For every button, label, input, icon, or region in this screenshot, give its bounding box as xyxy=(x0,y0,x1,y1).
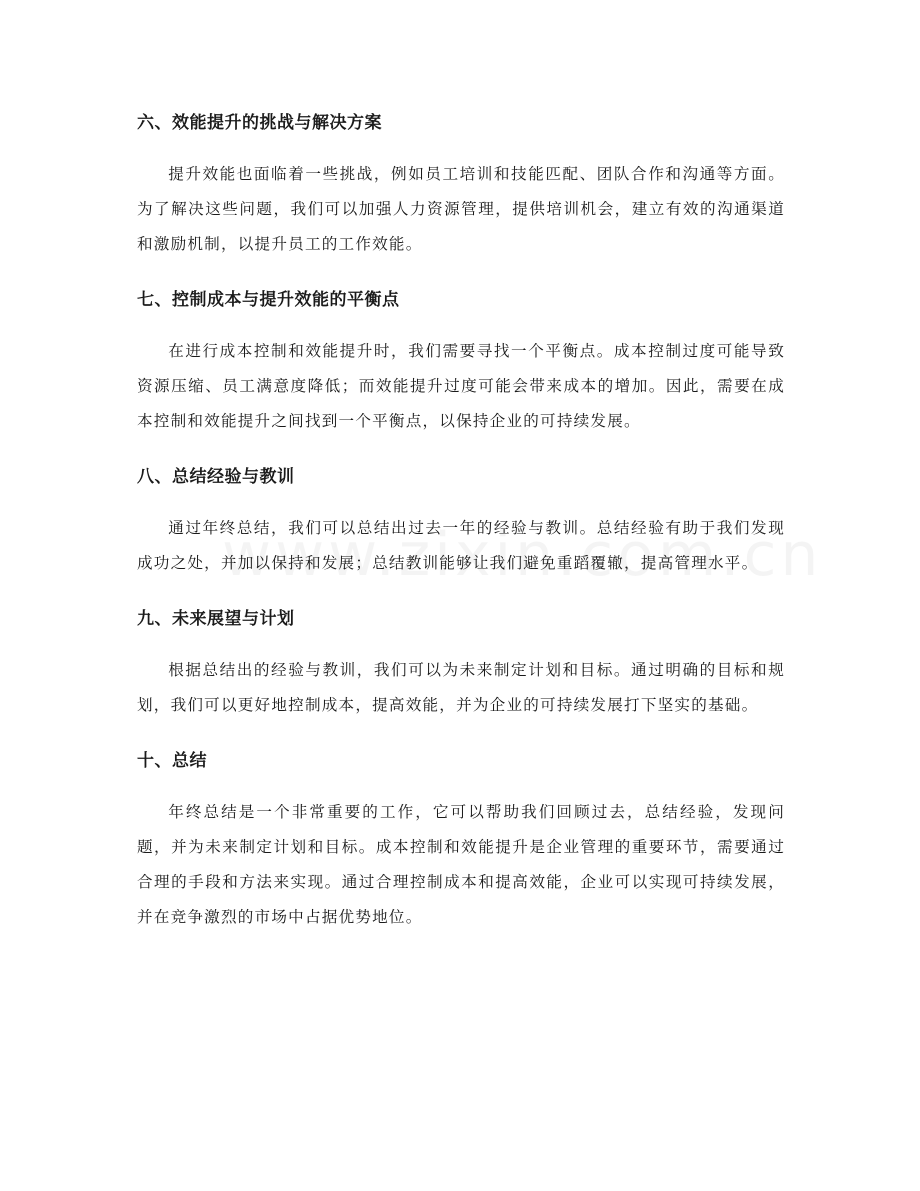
document-body xyxy=(137,104,785,954)
section-future-plan xyxy=(137,600,785,723)
section-summary xyxy=(137,742,785,935)
section-heading: 十、总结 xyxy=(137,751,207,771)
section-lessons xyxy=(137,458,785,581)
section-balance xyxy=(137,281,785,439)
section-paragraph: 根据总结出的经验与教训，我们可以为未来制定计划和目标。通过明确的目标和规划，我们可以更好地控制成本，提高效能，并为企业的可持续发展打下坚实的基础。 xyxy=(137,661,785,714)
section-paragraph: 通过年终总结，我们可以总结出过去一年的经验与教训。总结经验有助于我们发现成功之处，并加以保持和发展；总结教训能够让我们避免重蹈覆辙，提高管理水平。 xyxy=(137,519,785,572)
section-paragraph: 提升效能也面临着一些挑战，例如员工培训和技能匹配、团队合作和沟通等方面。为了解决这些问题，我们可以加强人力资源管理，提供培训机会，建立有效的沟通渠道和激励机制，以提升员工的工作效能。 xyxy=(137,165,785,253)
section-heading: 九、未来展望与计划 xyxy=(137,609,295,629)
section-heading: 八、总结经验与教训 xyxy=(137,467,295,487)
section-heading: 七、控制成本与提升效能的平衡点 xyxy=(137,290,400,310)
section-heading: 六、效能提升的挑战与解决方案 xyxy=(137,113,382,133)
section-paragraph: 年终总结是一个非常重要的工作，它可以帮助我们回顾过去，总结经验，发现问题，并为未来制定计划和目标。成本控制和效能提升是企业管理的重要环节，需要通过合理的手段和方法来实现。通过合理控制成本和提高效能，企业可以实现可持续发展，并在竞争激烈的市场中占据优势地位。 xyxy=(137,803,785,926)
section-paragraph: 在进行成本控制和效能提升时，我们需要寻找一个平衡点。成本控制过度可能导致资源压缩、员工满意度降低；而效能提升过度可能会带来成本的增加。因此，需要在成本控制和效能提升之间找到一个平衡点，以保持企业的可持续发展。 xyxy=(137,342,785,430)
section-challenges xyxy=(137,104,785,262)
